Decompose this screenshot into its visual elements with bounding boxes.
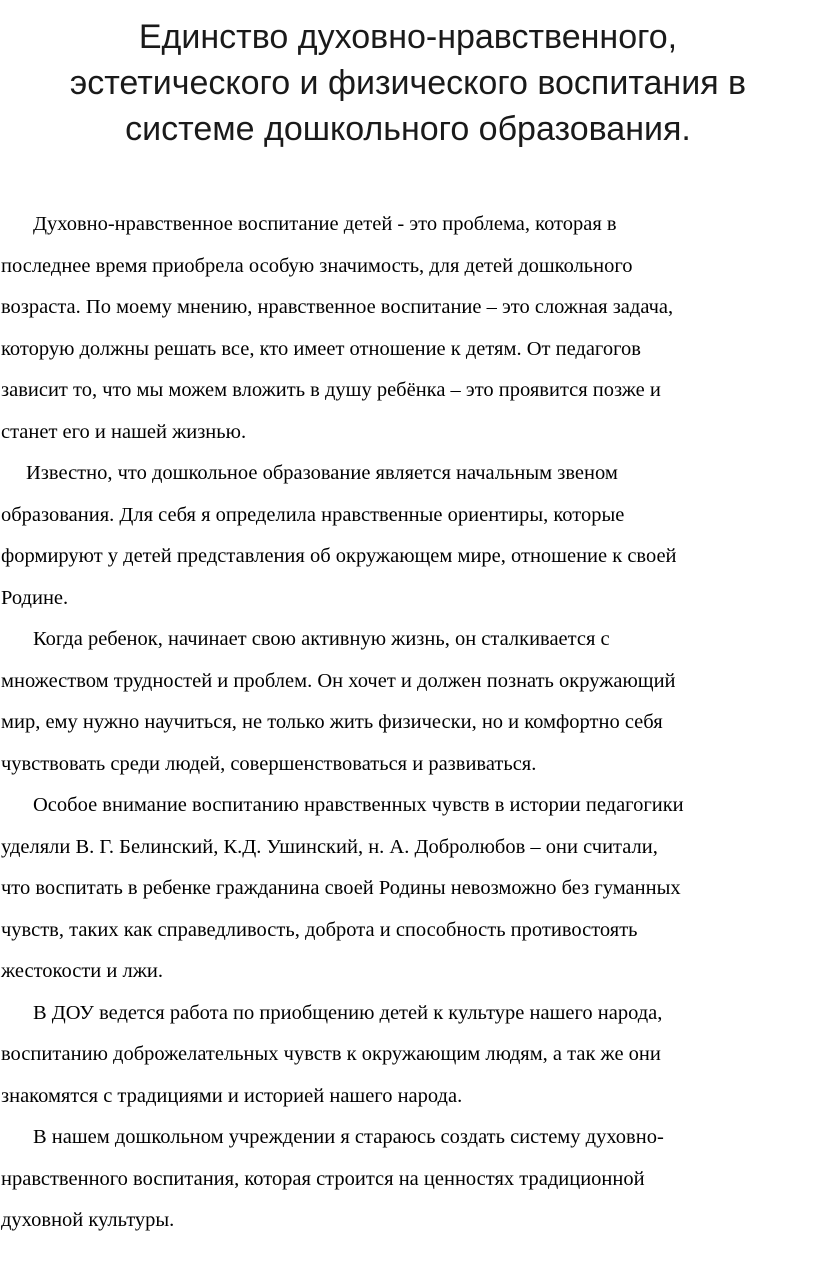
- paragraph-dou-work: [1, 993, 816, 1118]
- text-line: жестокости и лжи.: [1, 960, 163, 982]
- text-line: Известно, что дошкольное образование является начальным звеном: [26, 462, 618, 484]
- text-line: что воспитать в ребенке гражданина своей Родины невозможно без гуманных: [1, 877, 681, 899]
- text-line: духовной культуры.: [1, 1209, 175, 1231]
- text-line: Духовно-нравственное воспитание детей - это проблема, которая в: [33, 213, 617, 235]
- text-line: В нашем дошкольном учреждении я стараюсь создать систему духовно-: [33, 1126, 664, 1148]
- text-line: зависит то, что мы можем вложить в душу ребёнка – это проявится позже и: [1, 379, 661, 401]
- document-title: [0, 14, 816, 152]
- text-line: возраста. По моему мнению, нравственное воспитание – это сложная задача,: [1, 296, 674, 318]
- text-line: знакомятся с традициями и историей нашего народа.: [1, 1084, 463, 1107]
- text-line: формируют у детей представления об окружающем мире, отношение к своей: [1, 545, 677, 567]
- text-line: уделяли В. Г. Белинский, К.Д. Ушинский, н. А. Добролюбов – они считали,: [1, 835, 658, 858]
- text-line: образования. Для себя я определила нравственные ориентиры, которые: [1, 503, 625, 526]
- text-line: воспитанию доброжелательных чувств к окружающим людям, а так же они: [1, 1043, 661, 1065]
- text-line: Когда ребенок, начинает свою активную жизнь, он сталкивается с: [33, 628, 610, 650]
- text-line: множеством трудностей и проблем. Он хочет и должен познать окружающий: [1, 669, 676, 692]
- paragraph-preschool-education: [1, 453, 816, 619]
- paragraph-child-life: [1, 619, 816, 785]
- title-line: системе дошкольного образования.: [125, 110, 691, 148]
- text-line: станет его и нашей жизнью.: [1, 420, 247, 443]
- paragraph-pedagogy-history: [1, 785, 816, 993]
- text-line: В ДОУ ведется работа по приобщению детей к культуре нашего народа,: [33, 1001, 663, 1024]
- text-line: которую должны решать все, кто имеет отношение к детям. От педагогов: [1, 337, 641, 360]
- paragraph-moral-education: [1, 204, 816, 453]
- text-line: чувствовать среди людей, совершенствоваться и развиваться.: [1, 752, 537, 775]
- text-line: последнее время приобрела особую значимость, для детей дошкольного: [1, 254, 633, 277]
- title-line: Единство духовно-нравственного,: [138, 18, 678, 56]
- text-line: мир, ему нужно научиться, не только жить физически, но и комфортно себя: [1, 711, 663, 733]
- document-body: [0, 204, 816, 1242]
- text-line: чувств, таких как справедливость, доброта и способность противостоять: [1, 918, 638, 941]
- paragraph-our-institution: [1, 1117, 816, 1242]
- text-line: нравственного воспитания, которая строится на ценностях традиционной: [1, 1167, 645, 1190]
- title-line: эстетического и физического воспитания в: [69, 64, 747, 102]
- text-line: Особое внимание воспитанию нравственных чувств в истории педагогики: [33, 794, 684, 816]
- text-line: Родине.: [1, 586, 69, 609]
